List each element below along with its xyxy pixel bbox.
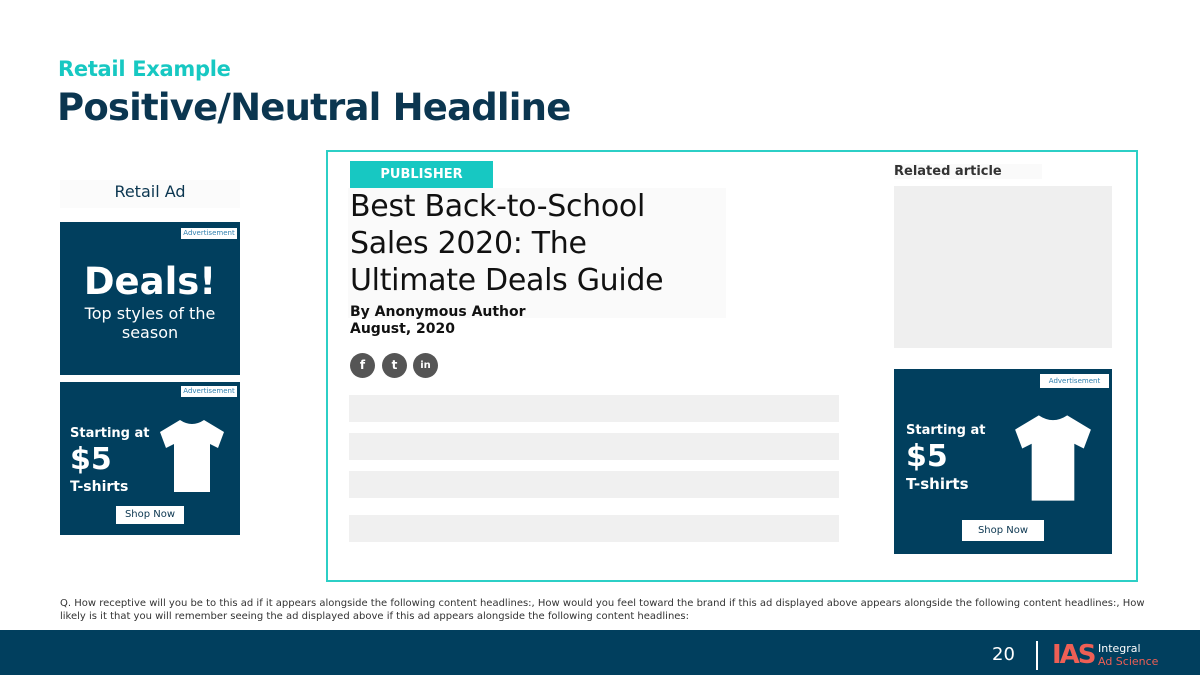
logo-line-2: Ad Science [1098, 655, 1159, 668]
deals-title: Deals! [83, 260, 217, 303]
footer-divider [1036, 641, 1038, 670]
tshirt-ad-small[interactable] [60, 382, 240, 535]
retail-ad-label: Retail Ad [60, 180, 240, 208]
advertisement-tag: Advertisement [181, 386, 237, 397]
publish-date: August, 2020 [350, 321, 455, 337]
logo-line-1: Integral [1098, 642, 1141, 655]
price-text: $5 [906, 439, 948, 474]
starting-at-text: Starting at [70, 426, 150, 441]
text-placeholder-line [349, 471, 839, 498]
price-text: $5 [70, 442, 112, 477]
shop-now-button[interactable]: Shop Now [962, 520, 1044, 541]
tshirt-icon [158, 418, 226, 494]
text-placeholder-line [349, 395, 839, 422]
text-placeholder-line [349, 433, 839, 460]
related-article-image[interactable] [894, 186, 1112, 348]
tshirt-ad-large[interactable] [894, 369, 1112, 554]
author: By Anonymous Author [350, 304, 526, 320]
survey-question: Q. How receptive will you be to this ad if it appears alongside the following content headlines:, How would you feel toward the brand if this ad displayed above appears alongside the following content headlines:, How likely is it that you will remember seeing the ad displayed above if this ad appears alongside the following content headlines: [60, 598, 1145, 622]
product-text: T-shirts [906, 475, 969, 493]
starting-at-text: Starting at [906, 423, 986, 438]
advertisement-tag: Advertisement [181, 228, 237, 239]
footer-bar [0, 630, 1200, 675]
byline [350, 304, 526, 338]
ias-logo-text [1098, 642, 1158, 668]
publisher-badge: PUBLISHER [350, 161, 493, 189]
article-headline[interactable]: Best Back-to-School Sales 2020: The Ultimate Deals Guide [350, 189, 664, 298]
linkedin-icon[interactable]: in [413, 353, 438, 378]
deals-subtitle: Top styles of the season [84, 304, 216, 342]
text-placeholder-line [349, 515, 839, 542]
twitter-icon[interactable]: t [382, 353, 407, 378]
product-text: T-shirts [70, 479, 129, 495]
shop-now-button[interactable]: Shop Now [116, 506, 184, 524]
facebook-icon[interactable]: f [350, 353, 375, 378]
deals-ad[interactable] [60, 222, 240, 375]
page-title: Positive/Neutral Headline [57, 86, 571, 129]
related-article-label: Related article [894, 164, 1042, 179]
tshirt-icon [1012, 413, 1094, 503]
advertisement-tag: Advertisement [1040, 374, 1109, 388]
page-number: 20 [992, 644, 1015, 665]
ias-logo: IAS [1052, 640, 1095, 670]
section-eyebrow: Retail Example [58, 57, 231, 81]
